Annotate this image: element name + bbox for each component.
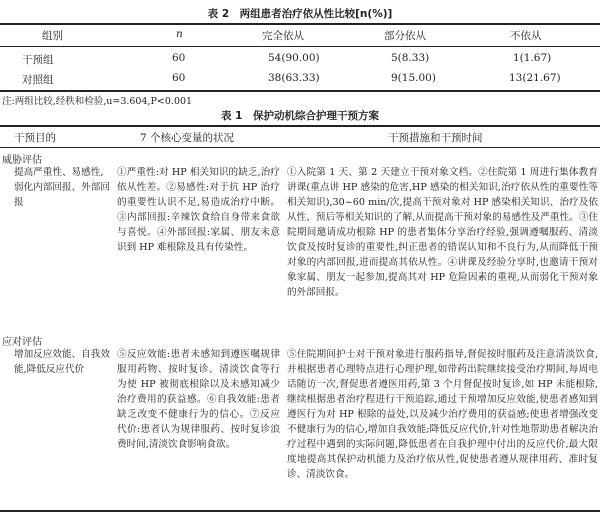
section-threat-label: 威胁评估 <box>2 155 42 166</box>
table2-bottom-rule <box>0 90 600 92</box>
table-row <box>0 70 600 88</box>
section-coping-measures: ⑤住院期间护士对干预对象进行服药指导,督促按时服药及注意清淡饮食,并根据患者心理特点进行心理护理,如带药出院继续接受治疗期间,每周电话随访一次,督促患者遵医用药,第 3 个月督促按时复诊,如 HP 未能根除,继续根据患者治疗程进行干预追踪,通过干预增加反应效能,使患者感知到遵医行为对 HP 根除的益处,以及减少治疗费用的获益感;使患者增强改变不健康行为的信心,增加自我效能;降低反应代价,针对性地帮助患者解决治疗过程中遇到的实际问题,降低患者在自我护理中付出的反应代价,最大限度地提高其保护动机能力及治疗依从性,促使患者遵从规律用药、准时复诊、清淡饮食。 <box>287 349 598 480</box>
table2-header-row <box>0 26 600 44</box>
table2-cell: 1(1.67) <box>513 52 552 64</box>
table1-bottom-rule <box>0 510 600 512</box>
table1-caption: 表 1 保护动机综合护理干预方案 <box>221 110 379 122</box>
section-coping-label: 应对评估 <box>2 337 42 348</box>
table2-cell: 13(21.67) <box>509 72 561 84</box>
section-coping-status: ⑤反应效能:患者未感知到遵医嘱规律服用药物、按时复诊、清淡饮食等行为使 HP 被彻底根除以及未感知减少治疗费用的获益感。⑥自我效能:患者缺乏改变不健康行为的信心。⑦反应代价:患者认为规律服药、按时复诊浪费时间,清淡饮食影响食欲。 <box>117 349 280 450</box>
table1-header-measures: 干预措施和干预时间 <box>388 132 483 144</box>
table2-header-full: 完全依从 <box>262 30 304 42</box>
table2-cell: 干预组 <box>22 54 54 66</box>
section-threat-measures: ①入院第 1 天、第 2 天建立干预对象文档。②住院第 1 周进行集体教育讲课(重点讲 HP 感染的危害,HP 感染的相关知识,治疗依从性的重要性等相关知识),30~60 min/次,提高干预对象对 HP 感染相关知识、治疗及依从性、预后等相关知识的了解,从而提高干预对象的易感性及严重性。③住院期间邀请成功根除 HP 的患者集体分享治疗经验,强调遵嘱服药、清淡饮食及按时复诊的重要性,纠正患者的错误认知和不良行为,从而降低干预对象的内部回报,进而提高其依从性。④讲课及经验分享时,也邀请干预对象家属、朋友一起参加,提高其对 HP 危险因素的重视,从而弱化干预对象的外部回报。 <box>287 167 598 298</box>
section-threat-purpose: 提高严重性、易感性,弱化内部回报、外部回报 <box>14 167 110 208</box>
table2-cell: 9(15.00) <box>391 72 436 84</box>
table2-mid-rule <box>0 46 600 47</box>
table1-header-row <box>0 128 600 146</box>
table2-cell: 对照组 <box>22 74 54 86</box>
table1-header-purpose: 干预目的 <box>14 132 56 144</box>
table1-mid-rule <box>0 147 600 148</box>
table2-header-partial: 部分依从 <box>384 30 426 42</box>
table2-cell: 60 <box>172 72 186 84</box>
table2-header-group: 组别 <box>42 30 63 42</box>
section-threat-status: ①严重性:对 HP 相关知识的缺乏,治疗依从性差。②易感性:对于抗 HP 治疗的重要性认识不足,易造成治疗中断。③内部回报:辛辣饮食给自身带来食欲与喜悦。④外部回报:家属、朋友未意识到 HP 难根除及具有传染性。 <box>117 167 280 253</box>
table2-cell: 54(90.00) <box>268 52 320 64</box>
table2-header-n: n <box>176 28 183 40</box>
section-coping-purpose: 增加反应效能、自我效能,降低反应代价 <box>14 349 110 375</box>
table1-top-rule <box>0 125 600 127</box>
table2-note: 注:两组比较,经秩和检验,u=3.604,P<0.001 <box>2 96 193 107</box>
table1-header-status: 7 个核心变量的状况 <box>140 132 235 144</box>
table2-top-rule <box>0 23 600 25</box>
table2-caption: 表 2 两组患者治疗依从性比较[n(%)] <box>207 8 393 20</box>
table-row <box>0 50 600 68</box>
table2-header-non: 不依从 <box>510 30 542 42</box>
table2-cell: 5(8.33) <box>391 52 430 64</box>
table2-cell: 38(63.33) <box>268 72 320 84</box>
table2-cell: 60 <box>172 52 186 64</box>
